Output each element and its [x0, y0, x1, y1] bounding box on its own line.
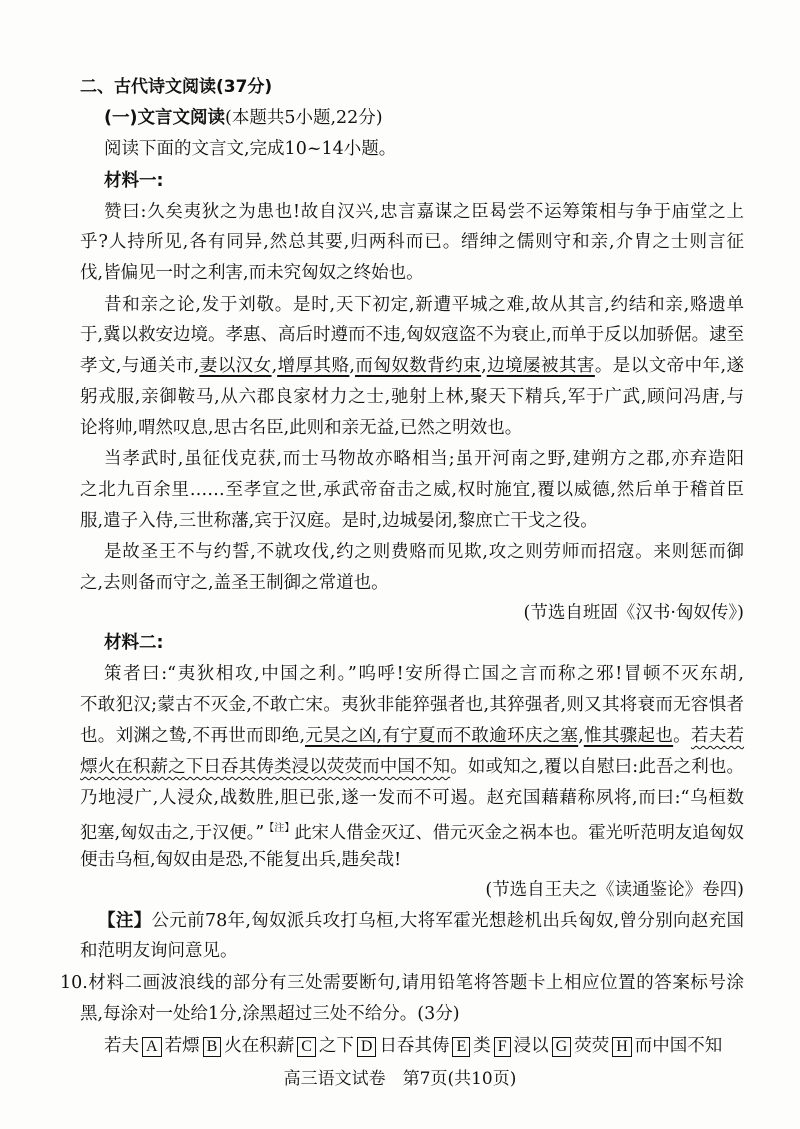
m2-line: 乃地浸广,人浸众,战数胜,胆已张,遂一发而不可遏。赵充国藉藉称夙将,而曰:“乌桓数	[80, 788, 744, 808]
text: 公元前78年,匈奴派兵攻打乌桓,大将军霍光想趁机出兵匈奴,曾分别向赵充国	[151, 911, 744, 931]
text: 浸以	[513, 1036, 549, 1056]
m2-source: (节选自王夫之《读通鉴论》卷四)	[485, 880, 744, 900]
subsection-title-bold: (一)文言文阅读	[104, 108, 225, 128]
answer-box[interactable]: A	[142, 1037, 162, 1057]
text: 。如或知之,覆以自慰曰:此吾之利也。	[450, 757, 744, 777]
answer-box[interactable]: B	[203, 1037, 222, 1057]
m1-line: 之,去则备而守之,盖圣王制御之常道也。	[80, 573, 389, 593]
wavy-phrase: 若夫若	[690, 726, 745, 746]
text: 材料二画波浪线的部分有三处需要断句,请用铅笔将答题卡上相应位置的答案标号涂	[87, 973, 744, 993]
q10-options	[104, 1034, 740, 1058]
m1-line: 是故圣王不与约誓,不就攻伐,约之则费赂而见欺,攻之则劳师而招寇。来则惩而御	[104, 542, 744, 562]
text: 类	[473, 1036, 491, 1056]
m1-line: 昔和亲之论,发于刘敬。是时,天下初定,新遭平城之难,故从其言,约结和亲,赂遗单	[104, 295, 744, 315]
answer-box[interactable]: G	[552, 1037, 572, 1057]
m1-line: 于,冀以救安边境。孝惠、高后时遵而不违,匈奴寇盗不为衰止,而单于反以加骄倨。逮至	[80, 325, 745, 345]
text: 。	[673, 726, 691, 746]
text: 之下	[318, 1036, 354, 1056]
underlined-phrase: ,	[376, 726, 383, 746]
m1-line: 躬戎服,亲御鞍马,从六郡良家材力之士,驰射上林,聚天下精兵,军于广武,顾问冯唐,与	[80, 387, 744, 407]
answer-box[interactable]: E	[452, 1037, 470, 1057]
m1-line: 乎?人持所见,各有同异,然总其要,归两科而已。缙绅之儒则守和亲,介胄之士则言征	[80, 232, 744, 252]
m2-line: 便击乌桓,匈奴由是恐,不能复出兵,韪矣哉!	[80, 850, 402, 870]
text: 日吞其俦	[379, 1036, 450, 1056]
material2-label: 材料二:	[104, 633, 164, 653]
q10-line	[60, 972, 744, 994]
answer-box[interactable]: D	[357, 1037, 377, 1057]
text: ,	[481, 356, 487, 376]
text: 若熛	[164, 1036, 200, 1056]
m2-line-underlined	[80, 725, 744, 747]
text: 而中国不知	[634, 1036, 723, 1056]
note-label: 【注】	[98, 911, 152, 931]
underlined-phrase: 妻以汉女	[199, 356, 272, 376]
m2-line: 不敢犯汉;蒙古不灭金,不敢亡宋。夷狄非能猝强者也,其猝强者,则又其将衰而无容惧者	[80, 695, 744, 715]
text: 。是以文帝中年,遂	[594, 356, 745, 376]
underlined-phrase: 边境屡被其害	[486, 356, 595, 376]
text: ,	[271, 356, 278, 376]
m1-source: (节选自班固《汉书·匈奴传》)	[523, 603, 744, 623]
text: 孝文,与通关市,	[80, 356, 200, 376]
answer-box[interactable]: H	[612, 1037, 632, 1057]
m2-line: 策者曰:“夷狄相攻,中国之利。”呜呼!安所得亡国之言而称之邪!冒顿不灭东胡,	[104, 664, 744, 684]
subsection-title	[104, 107, 744, 129]
underlined-phrase: 而匈奴数背约束	[354, 356, 482, 376]
underlined-phrase: 惟其骤起也	[583, 726, 674, 746]
m2-line-note	[80, 818, 744, 844]
m1-line: 论将帅,喟然叹息,思古名臣,此则和亲无益,已然之明效也。	[80, 418, 523, 438]
answer-box[interactable]: C	[297, 1037, 316, 1057]
section-title: 二、古代诗文阅读(37分)	[80, 77, 273, 97]
m1-line: 当孝武时,虽征伐克获,而士马物故亦略相当;虽开河南之野,建朔方之郡,亦弃造阳	[104, 449, 744, 469]
m1-line: 伐,皆偏见一时之利害,而未究匈奴之终始也。	[80, 263, 424, 283]
text: ,	[578, 726, 584, 746]
m2-line-wavy	[80, 756, 744, 778]
underlined-phrase: 元昊之凶	[305, 726, 377, 746]
underlined-phrase: 增厚其赂	[277, 356, 350, 376]
underlined-phrase: 有宁夏而不敢逾环庆之塞	[382, 726, 579, 746]
text: 也。刘渊之鸷,不再世而即绝,	[80, 726, 306, 746]
answer-box[interactable]: F	[494, 1037, 511, 1057]
page-footer: 高三语文试卷 第7页(共10页)	[283, 1069, 517, 1089]
text: 此宋人借金灭辽、借元灭金之祸本也。霍光听范明友追匈奴	[294, 822, 744, 843]
note-marker: 【注】	[264, 823, 295, 834]
text: 火在积薪	[224, 1036, 295, 1056]
instruction: 阅读下面的文言文,完成10~14小题。	[104, 139, 397, 159]
subsection-title-rest: (本题共5小题,22分)	[225, 108, 383, 128]
q10-number: 10.	[60, 973, 88, 993]
text: 若夫	[104, 1036, 139, 1056]
m1-line: 赞曰:久矣夷狄之为患也!故自汉兴,忠言嘉谋之臣曷尝不运筹策相与争于庙堂之上	[104, 202, 744, 222]
note-line: 和范明友询问意见。	[80, 941, 238, 961]
material1-label: 材料一:	[104, 171, 164, 191]
m1-line-underlined	[80, 355, 744, 377]
text: ,	[349, 356, 355, 376]
text: 犯塞,匈奴击之,于汉便。”	[80, 822, 265, 843]
m1-line: 之北九百余里……至孝宣之世,承武帝奋击之威,权时施宜,覆以威德,然后单于稽首臣	[80, 480, 744, 500]
text: 荧荧	[574, 1036, 610, 1056]
m1-line: 服,遣子入侍,三世称藩,宾于汉庭。是时,边城晏闭,黎庶亡干戈之役。	[80, 511, 598, 531]
note-line	[98, 910, 744, 932]
q10-line: 黑,每涂对一处给1分,涂黑超过三处不给分。(3分)	[80, 1004, 460, 1024]
wavy-phrase: 熛火在积薪之下日吞其俦类浸以荧荧而中国不知	[80, 757, 451, 777]
